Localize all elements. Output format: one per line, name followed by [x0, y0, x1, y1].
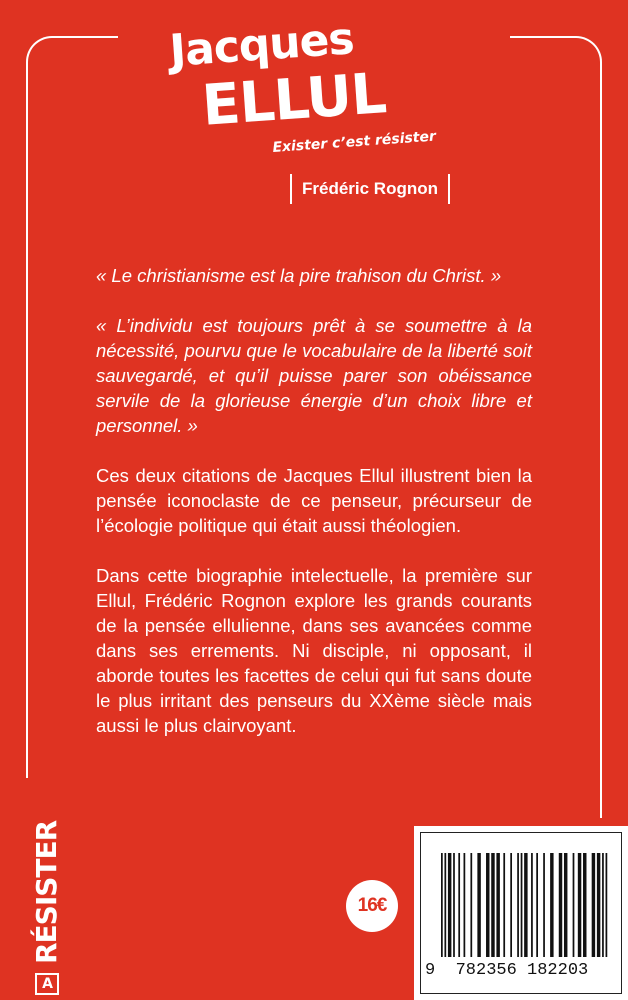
barcode-icon [441, 853, 609, 957]
barcode-bar [510, 853, 512, 957]
barcode-bar [573, 853, 575, 957]
collection-name: RÉSISTER [30, 820, 63, 964]
barcode-bar [503, 853, 505, 957]
description-paragraph-1: Ces deux citations de Jacques Ellul illustrent bien la pensée iconoclaste de ce penseur, précurseur de l’écologie politique qui était aussi théologien. [96, 465, 532, 536]
back-cover-blurb [96, 263, 532, 763]
barcode-border [420, 832, 622, 994]
quote-1: « Le christianisme est la pire trahison du Christ. » [96, 265, 502, 286]
barcode-bar [453, 853, 455, 957]
author-name: Frédéric Rognon [290, 174, 450, 204]
ean-number [425, 961, 621, 980]
barcode-bar [606, 853, 608, 957]
barcode-bar [448, 853, 451, 957]
ean-group-2: 182203 [527, 961, 589, 980]
barcode-bar [496, 853, 499, 957]
barcode-bar [477, 853, 480, 957]
price-badge: 16€ [346, 880, 398, 932]
barcode-bar [517, 853, 519, 957]
publisher-logo-icon: A [35, 973, 59, 995]
barcode-bar [550, 853, 553, 957]
book-title-first-name: Jacques [168, 13, 356, 77]
barcode-bar [524, 853, 527, 957]
barcode-bar [592, 853, 595, 957]
barcode-bar [602, 853, 604, 957]
barcode-bar [486, 853, 489, 957]
barcode-bar [521, 853, 523, 957]
barcode-bar [441, 853, 443, 957]
ean-group-1: 782356 [455, 961, 517, 980]
barcode-bar [470, 853, 472, 957]
barcode-bar [464, 853, 466, 957]
barcode-bar [597, 853, 600, 957]
book-subtitle: Exister c’est résister [272, 128, 437, 156]
barcode-bar [458, 853, 460, 957]
ean-prefix: 9 [425, 961, 436, 980]
book-title-last-name: ELLUL [200, 61, 388, 139]
barcode-bar [564, 853, 567, 957]
description-paragraph-2: Dans cette biographie intelectuelle, la première sur Ellul, Frédéric Rognon explore les grands courants de la pensée ellulienne, dans ses avancées comme dans ses errements. Ni disciple, ni opposant, il aborde toutes les facettes de celui qui fut sans doute le plus irritant des penseurs du XXème siècle mais aussi le plus clairvoyant. [96, 565, 532, 736]
barcode-bar [536, 853, 538, 957]
barcode-bar [583, 853, 586, 957]
barcode-bar [559, 853, 562, 957]
collection-label [28, 821, 66, 996]
barcode-bar [531, 853, 533, 957]
barcode-bar [444, 853, 446, 957]
quote-2: « L’individu est toujours prêt à se soumettre à la nécessité, pourvu que le vocabulaire de la liberté soit sauvegardé, et qu’il puisse parer son obéissance servile de la glorieuse énergie d’un choix libre et personnel. » [96, 315, 532, 436]
barcode-bar [543, 853, 545, 957]
barcode-bar [578, 853, 581, 957]
barcode-panel [414, 826, 628, 1000]
barcode-bar [491, 853, 494, 957]
